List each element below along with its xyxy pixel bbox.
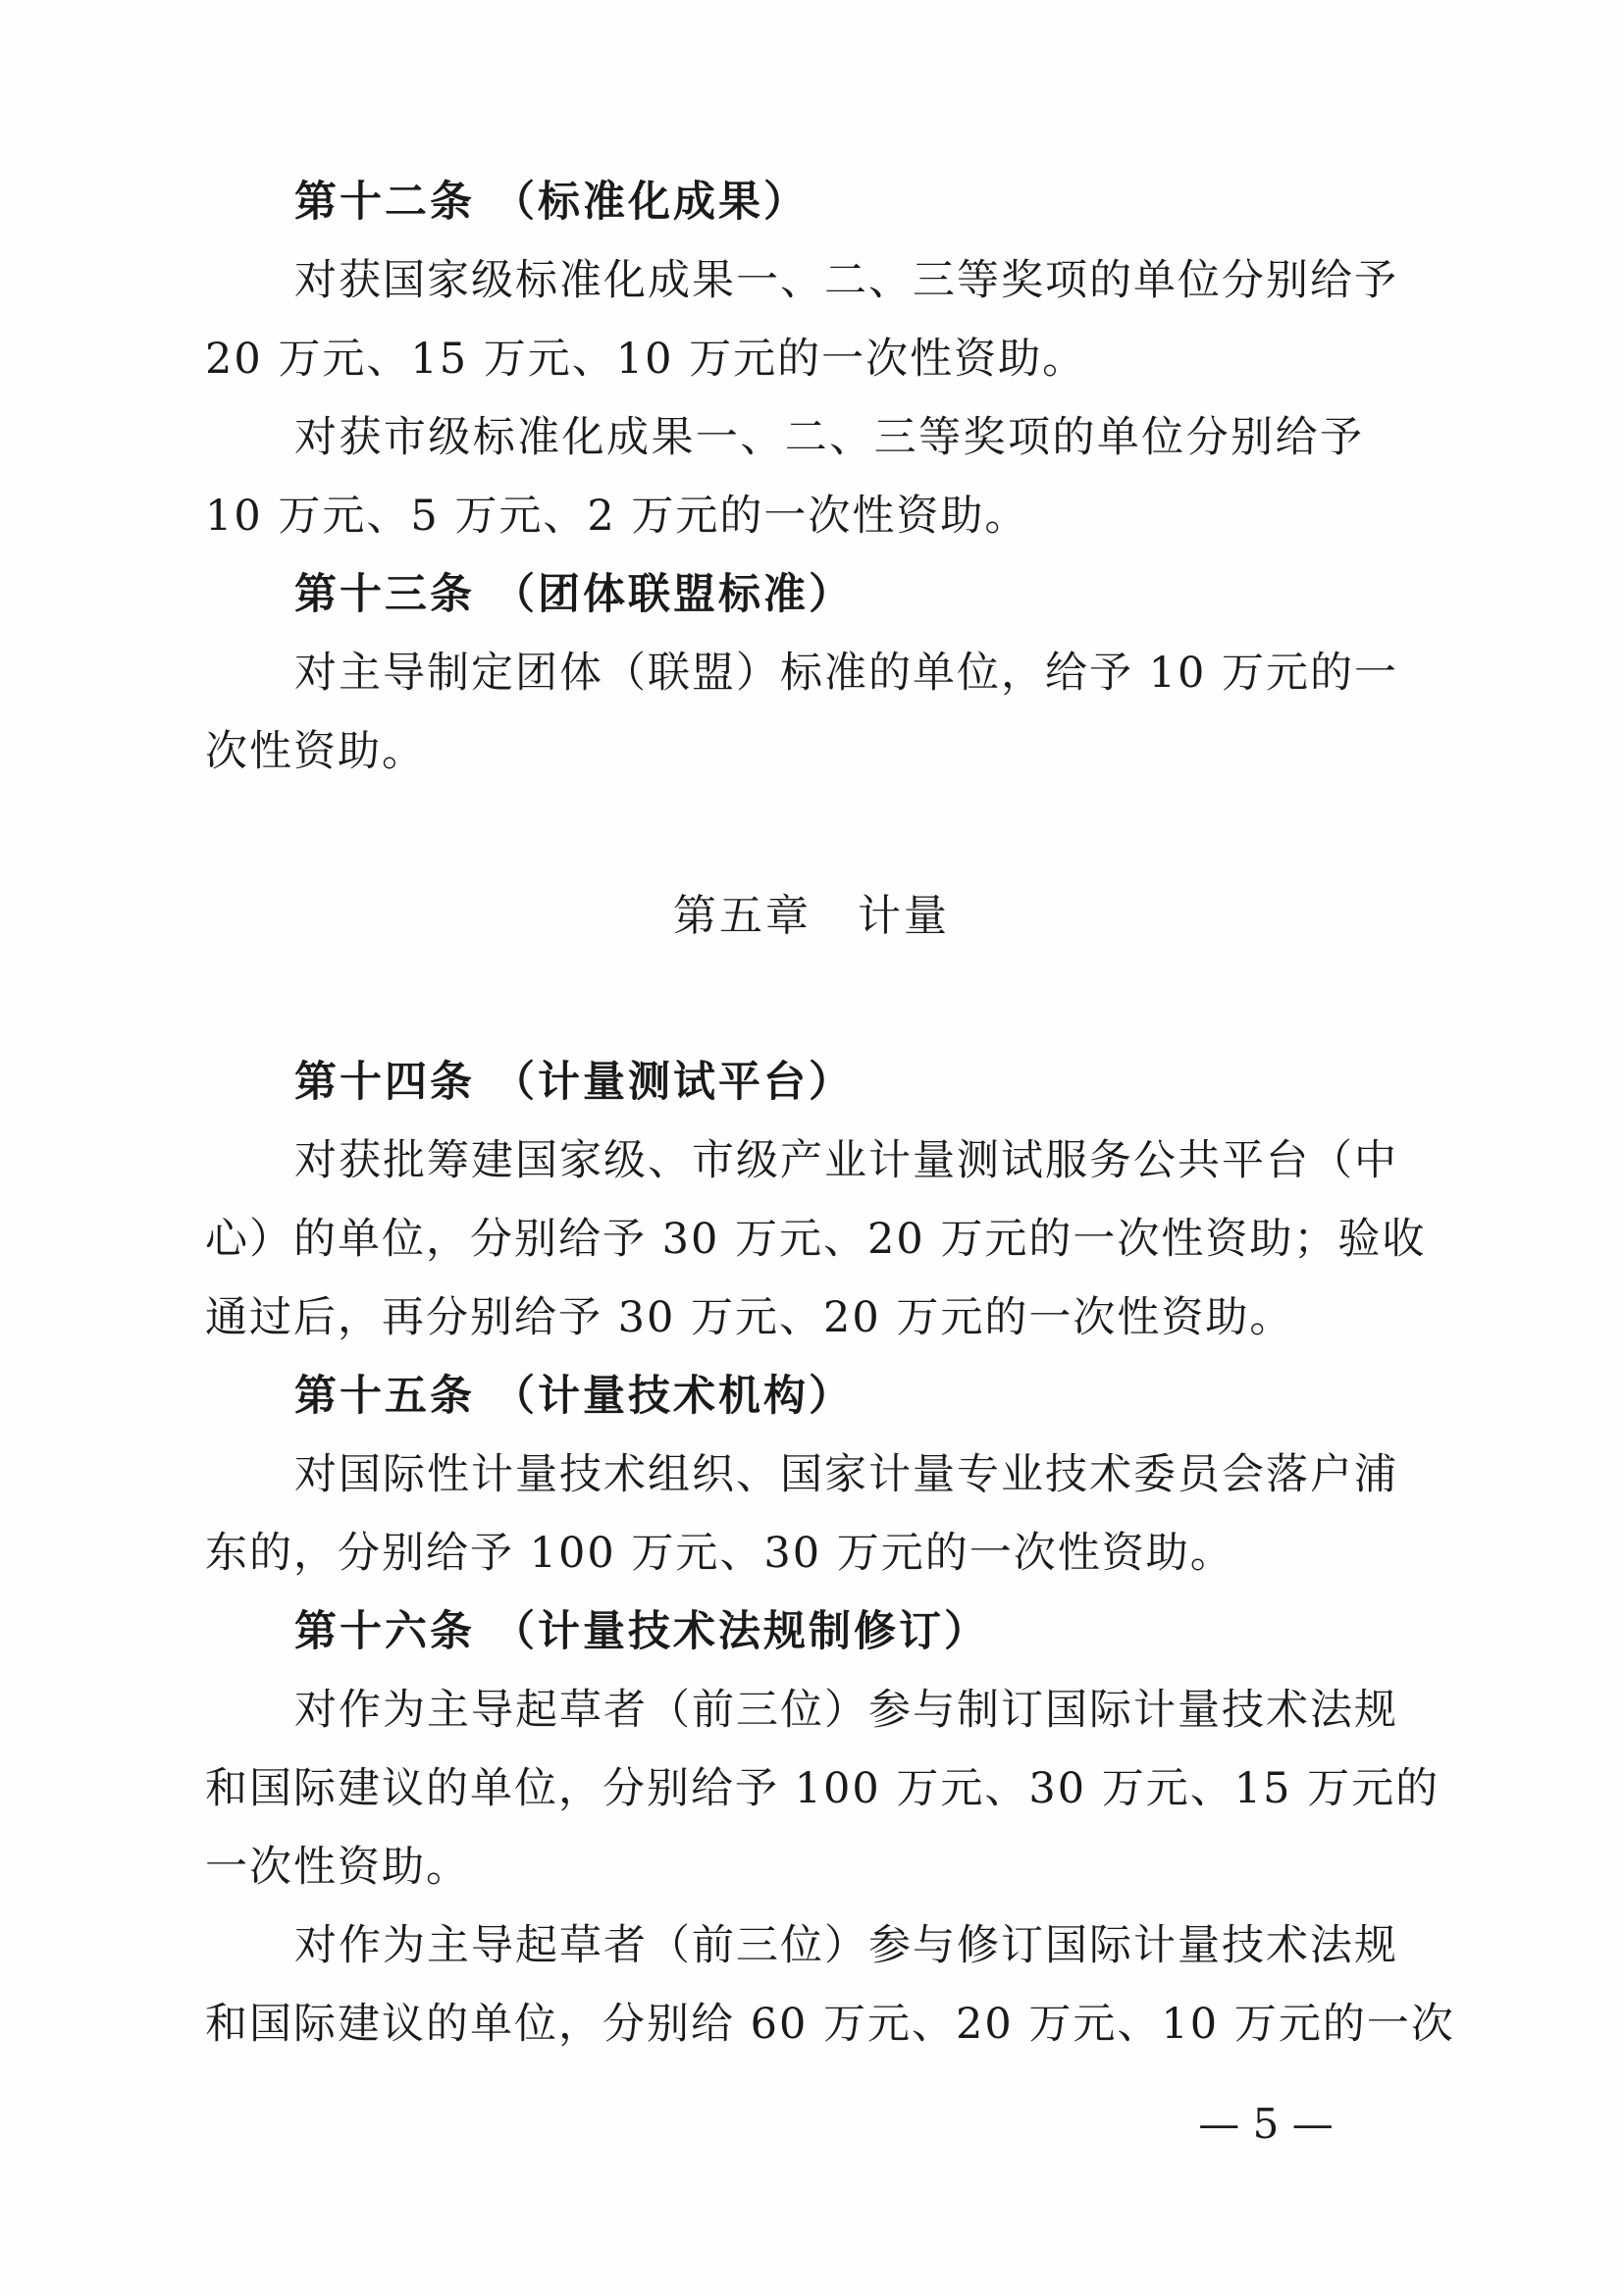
article-12-para1-line2: 20 万元、15 万元、10 万元的一次性资助。 bbox=[205, 335, 1087, 384]
article-16-para2-line2: 和国际建议的单位，分别给 60 万元、20 万元、10 万元的一次 bbox=[205, 2000, 1455, 2049]
article-14-para1-line1: 对获批筹建国家级、市级产业计量测试服务公共平台（中 bbox=[294, 1136, 1398, 1185]
article-16-para1-line3: 一次性资助。 bbox=[205, 1843, 470, 1892]
article-16-para1-line1: 对作为主导起草者（前三位）参与制订国际计量技术法规 bbox=[294, 1686, 1398, 1735]
article-15-heading: 第十五条 （计量技术机构） bbox=[294, 1372, 854, 1421]
article-12-para1-line1: 对获国家级标准化成果一、二、三等奖项的单位分别给予 bbox=[294, 256, 1398, 305]
article-12-para2-line1: 对获市级标准化成果一、二、三等奖项的单位分别给予 bbox=[294, 413, 1364, 462]
article-14-para1-line2: 心）的单位，分别给予 30 万元、20 万元的一次性资助；验收 bbox=[205, 1215, 1427, 1264]
article-13-para1-line1: 对主导制定团体（联盟）标准的单位，给予 10 万元的一 bbox=[294, 649, 1399, 698]
article-14-para1-line3: 通过后，再分别给予 30 万元、20 万元的一次性资助。 bbox=[205, 1293, 1294, 1342]
article-16-para1-line2: 和国际建议的单位，分别给予 100 万元、30 万元、15 万元的 bbox=[205, 1764, 1440, 1813]
article-15-para1-line2: 东的，分别给予 100 万元、30 万元的一次性资助。 bbox=[205, 1529, 1234, 1578]
article-16-para2-line1: 对作为主导起草者（前三位）参与修订国际计量技术法规 bbox=[294, 1921, 1398, 1970]
page-number: — 5 — bbox=[1198, 2100, 1334, 2148]
chapter-title: 第五章 计量 bbox=[673, 891, 950, 941]
article-16-heading: 第十六条 （计量技术法规制修订） bbox=[294, 1607, 989, 1656]
article-13-heading: 第十三条 （团体联盟标准） bbox=[294, 570, 854, 619]
article-15-para1-line1: 对国际性计量技术组织、国家计量专业技术委员会落户浦 bbox=[294, 1450, 1398, 1499]
article-12-heading: 第十二条 （标准化成果） bbox=[294, 178, 809, 227]
article-12-para2-line2: 10 万元、5 万元、2 万元的一次性资助。 bbox=[205, 492, 1029, 541]
article-13-para1-line2: 次性资助。 bbox=[205, 727, 426, 776]
article-14-heading: 第十四条 （计量测试平台） bbox=[294, 1058, 854, 1107]
